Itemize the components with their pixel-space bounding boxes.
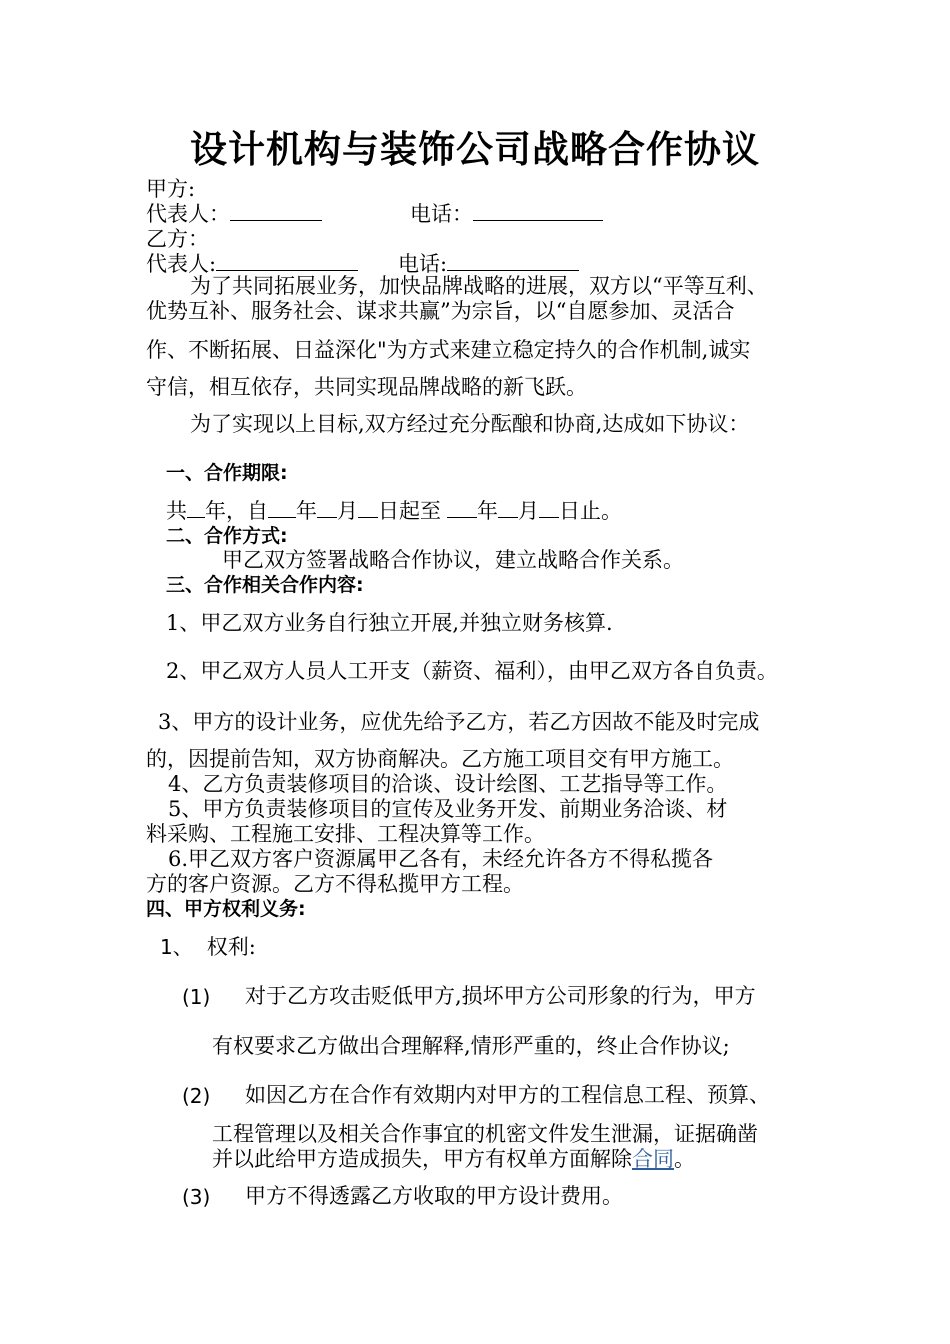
term-text: 共 — [166, 499, 187, 523]
phone-blank — [473, 201, 603, 221]
term-line — [166, 498, 622, 524]
term-blank — [447, 498, 477, 518]
contract-link[interactable]: 合同 — [632, 1147, 674, 1171]
sub-item-text: 甲方不得透露乙方收取的甲方设计费用。 — [245, 1184, 623, 1208]
section-text: 甲乙双方签署战略合作协议，建立战略合作关系。 — [222, 548, 684, 572]
section-heading: 一、合作期限: — [166, 462, 288, 484]
rights-number: 1、 — [160, 935, 193, 959]
phone-label: 电话： — [410, 202, 473, 226]
list-item: 4、乙方负责装修项目的洽谈、设计绘图、工艺指导等工作。 — [168, 772, 728, 796]
term-blank — [268, 498, 296, 518]
party-a-label: 甲方: — [146, 177, 196, 201]
term-blank — [498, 498, 518, 518]
sub-item-number: (1) — [182, 985, 211, 1009]
intro-paragraph: 为了实现以上目标,双方经过充分酝酿和协商,达成如下协议： — [190, 412, 750, 436]
party-b-label: 乙方： — [146, 227, 209, 251]
sub-item-text: 有权要求乙方做出合理解释,情形严重的，终止合作协议; — [212, 1034, 730, 1058]
list-item: 料采购、工程施工安排、工程决算等工作。 — [146, 822, 545, 846]
list-item: 3、甲方的设计业务，应优先给予乙方，若乙方因故不能及时完成 — [158, 710, 760, 734]
list-item: 2、甲乙双方人员人工开支（薪资、福利），由甲乙双方各自负责。 — [166, 659, 778, 683]
term-text: 日止。 — [559, 499, 622, 523]
list-item: 5、甲方负责装修项目的宣传及业务开发、前期业务洽谈、材 — [168, 797, 728, 821]
section-heading: 二、合作方式: — [166, 525, 288, 547]
intro-paragraph: 作、不断拓展、日益深化"为方式来建立稳定持久的合作机制,诚实 — [146, 338, 751, 362]
rep-label: 代表人: — [146, 252, 217, 276]
phone-blank — [447, 251, 579, 271]
page-title: 设计机构与装饰公司战略合作协议 — [190, 128, 760, 171]
list-item: 方的客户资源。乙方不得私揽甲方工程。 — [146, 872, 524, 896]
list-item: 的，因提前告知，双方协商解决。乙方施工项目交有甲方施工。 — [146, 747, 734, 771]
list-item: 6.甲乙双方客户资源属甲乙各有，未经允许各方不得私揽各 — [168, 847, 714, 871]
term-text: 年，自 — [205, 499, 268, 523]
section-heading: 三、合作相关合作内容: — [166, 574, 364, 596]
rights-row — [160, 934, 256, 960]
sub-item-text-row — [212, 1146, 695, 1172]
sub-item-text: 并以此给甲方造成损失，甲方有权单方面解除 — [212, 1147, 632, 1171]
phone-label: 电话: — [398, 252, 448, 276]
section-heading: 四、甲方权利义务: — [146, 898, 306, 920]
intro-paragraph: 守信，相互依存，共同实现品牌战略的新飞跃。 — [146, 375, 587, 399]
term-text: 年 — [296, 499, 317, 523]
rep-blank — [216, 251, 358, 271]
term-text: 年 — [477, 499, 498, 523]
sub-item-text: 工程管理以及相关合作事宜的机密文件发生泄漏，证据确凿 — [212, 1122, 758, 1146]
sub-item-number: (2) — [182, 1084, 211, 1108]
sub-item-text: 对于乙方攻击贬低甲方,损坏甲方公司形象的行为，甲方 — [245, 984, 756, 1008]
sub-item-text: 。 — [674, 1147, 695, 1171]
term-blank — [539, 498, 559, 518]
term-text: 日起至 — [378, 499, 441, 523]
rights-label: 权利: — [206, 935, 256, 959]
list-item: 1、甲乙双方业务自行独立开展,并独立财务核算. — [166, 611, 613, 635]
party-a-rep-row — [146, 201, 322, 227]
term-blank — [358, 498, 378, 518]
sub-item-number: (3) — [182, 1185, 211, 1209]
rep-label: 代表人： — [146, 202, 230, 226]
intro-paragraph: 优势互补、服务社会、谋求共赢”为宗旨，以“自愿参加、灵活合 — [146, 299, 735, 323]
party-a-phone-row — [410, 201, 603, 227]
rep-blank — [230, 201, 322, 221]
term-blank — [317, 498, 337, 518]
term-text: 月 — [337, 499, 358, 523]
term-text: 月 — [518, 499, 539, 523]
sub-item-text: 如因乙方在合作有效期内对甲方的工程信息工程、预算、 — [245, 1083, 770, 1107]
intro-paragraph: 为了共同拓展业务，加快品牌战略的进展，双方以“平等互利、 — [190, 274, 768, 298]
term-blank — [187, 498, 205, 518]
